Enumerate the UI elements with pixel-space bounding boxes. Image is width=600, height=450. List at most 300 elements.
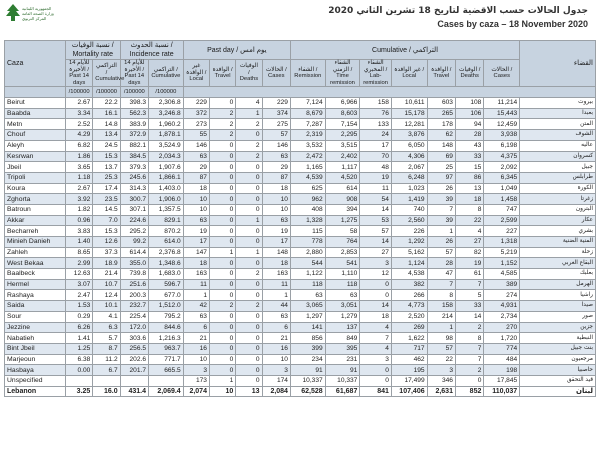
caza-name-arabic: عاليه — [520, 140, 596, 151]
cell-rem: 2,472 — [290, 151, 325, 162]
caza-name-arabic: جبيل — [520, 162, 596, 173]
cell-pl: 55 — [183, 130, 209, 141]
caza-name-arabic: عكار — [520, 215, 596, 226]
cell-mc: 17.4 — [93, 183, 120, 194]
cell-i14: 739.8 — [120, 269, 148, 280]
cell-ic: 1,512.0 — [149, 301, 184, 312]
cell-i14: 355.0 — [120, 258, 148, 269]
cell-m14: 2.47 — [65, 290, 92, 301]
caza-name: Baalbeck — [5, 269, 66, 280]
cell-lr: 0 — [360, 365, 392, 376]
cell-rem: 856 — [290, 333, 325, 344]
caza-name: Nabatieh — [5, 333, 66, 344]
cell-lr: 53 — [360, 215, 392, 226]
cell-ct: 158 — [427, 301, 455, 312]
cell-i14: 307.1 — [120, 204, 148, 215]
cell-mc: 4.1 — [93, 311, 120, 322]
cell-rem: 2,319 — [290, 130, 325, 141]
cell-pc: 10 — [262, 204, 290, 215]
cell-pt: 0 — [209, 98, 235, 109]
cell-m14: 8.65 — [65, 247, 92, 258]
cell-pc: 87 — [262, 172, 290, 183]
cell-cc: 1,049 — [484, 183, 520, 194]
cell-cd: 7 — [455, 354, 483, 365]
cell-lr: 4 — [360, 322, 392, 333]
caza-name-arabic: بعلبك — [520, 269, 596, 280]
cell-i14: 398.3 — [120, 98, 148, 109]
caza-name: Tripoli — [5, 172, 66, 183]
total-i14: 431.4 — [120, 386, 148, 397]
cell-pc: 17 — [262, 237, 290, 248]
cell-pt: 0 — [209, 333, 235, 344]
cell-ic — [149, 375, 184, 386]
cell-pl: 87 — [183, 172, 209, 183]
cell-cd: 14 — [455, 311, 483, 322]
cell-pdth: 0 — [236, 258, 262, 269]
cell-i14: 314.3 — [120, 183, 148, 194]
cum-travel-header: الوافدة / Travel — [427, 60, 455, 87]
cell-mc: 12.6 — [93, 237, 120, 248]
cell-cl: 226 — [391, 226, 427, 237]
table-row — [5, 151, 596, 162]
cell-m14: 0.29 — [65, 311, 92, 322]
cell-ic: 1,960.2 — [149, 119, 184, 130]
cell-ic: 677.0 — [149, 290, 184, 301]
cell-rem: 115 — [290, 226, 325, 237]
cell-i14: 224.6 — [120, 215, 148, 226]
caza-name-arabic: بعبدا — [520, 108, 596, 119]
caza-name: Zghorta — [5, 194, 66, 205]
cell-pt: 2 — [209, 119, 235, 130]
cell-cc: 774 — [484, 343, 520, 354]
cell-pt: 2 — [209, 130, 235, 141]
cell-i14: 245.6 — [120, 172, 148, 183]
cell-cc: 3,938 — [484, 130, 520, 141]
caza-name-arabic: زحلة — [520, 247, 596, 258]
cell-pl: 63 — [183, 151, 209, 162]
caza-name-arabic: كسروان — [520, 151, 596, 162]
cell-cc: 4,375 — [484, 151, 520, 162]
cell-pt: 0 — [209, 226, 235, 237]
table-row — [5, 279, 596, 290]
cell-cd: 86 — [455, 172, 483, 183]
cell-pt: 0 — [209, 151, 235, 162]
cell-ic: 771.7 — [149, 354, 184, 365]
cell-mc: 5.7 — [93, 333, 120, 344]
cell-cc: 274 — [484, 290, 520, 301]
cell-pl: 29 — [183, 162, 209, 173]
caza-name-arabic: طرابلس — [520, 172, 596, 183]
cell-ct: 57 — [427, 343, 455, 354]
cell-cl: 195 — [391, 365, 427, 376]
caza-name-arabic: زغرتا — [520, 194, 596, 205]
cell-lr: 0 — [360, 290, 392, 301]
caza-name: Metn — [5, 119, 66, 130]
cell-pc: 6 — [262, 322, 290, 333]
past-day-header: Past day / يوم امس — [183, 41, 290, 60]
cell-lr: 19 — [360, 172, 392, 183]
cell-i14: 562.3 — [120, 108, 148, 119]
cell-m14: 1.40 — [65, 237, 92, 248]
cell-cc: 227 — [484, 226, 520, 237]
table-body — [5, 98, 596, 397]
cell-lr: 3 — [360, 354, 392, 365]
cell-lr: 70 — [360, 151, 392, 162]
cell-pl: 19 — [183, 226, 209, 237]
table-row — [5, 172, 596, 183]
cell-pc: 44 — [262, 301, 290, 312]
cell-pc: 229 — [262, 98, 290, 109]
cell-pdth: 2 — [236, 119, 262, 130]
cell-pc: 10 — [262, 194, 290, 205]
cell-ct: 57 — [427, 247, 455, 258]
cell-pl: 6 — [183, 322, 209, 333]
cell-m14: 3.65 — [65, 162, 92, 173]
cell-cl: 12,281 — [391, 119, 427, 130]
cell-cl: 4,306 — [391, 151, 427, 162]
cell-cc: 4,931 — [484, 301, 520, 312]
cell-ct: 178 — [427, 119, 455, 130]
cell-rem: 3,065 — [290, 301, 325, 312]
table-row — [5, 333, 596, 344]
cell-tr: 118 — [325, 279, 360, 290]
cum-remission-header: الشفاء / Remission — [290, 60, 325, 87]
total-ct: 2,631 — [427, 386, 455, 397]
caza-name: Aleyh — [5, 140, 66, 151]
table-row — [5, 204, 596, 215]
cell-lr: 14 — [360, 237, 392, 248]
cell-pdth: 1 — [236, 215, 262, 226]
cell-pc: 11 — [262, 279, 290, 290]
table-row — [5, 354, 596, 365]
table-row — [5, 108, 596, 119]
cell-pt: 0 — [209, 258, 235, 269]
cell-ic: 795.2 — [149, 311, 184, 322]
cell-cl: 17,499 — [391, 375, 427, 386]
caza-name: Bint Jbeil — [5, 343, 66, 354]
total-row — [5, 386, 596, 397]
per-100k: /100000 — [93, 87, 120, 98]
cell-pl: 17 — [183, 237, 209, 248]
cell-ic: 1,866.1 — [149, 172, 184, 183]
cell-cd: 5 — [455, 290, 483, 301]
caza-name-arabic: صور — [520, 311, 596, 322]
cell-pt: 0 — [209, 322, 235, 333]
cell-pt: 0 — [209, 290, 235, 301]
cell-pc: 18 — [262, 258, 290, 269]
cell-pdth: 0 — [236, 162, 262, 173]
cell-ct: 47 — [427, 269, 455, 280]
cell-pl: 63 — [183, 311, 209, 322]
cell-lr: 17 — [360, 140, 392, 151]
cell-pdth: 0 — [236, 194, 262, 205]
cell-mc: 15.3 — [93, 151, 120, 162]
cum-deaths-header: الوفيات / Deaths — [455, 60, 483, 87]
cell-cd: 108 — [455, 98, 483, 109]
cell-i14: 99.2 — [120, 237, 148, 248]
cell-cc: 2,599 — [484, 215, 520, 226]
cell-tr: 614 — [325, 183, 360, 194]
cell-tr: 908 — [325, 194, 360, 205]
cell-i14: 882.1 — [120, 140, 148, 151]
cell-lr: 133 — [360, 119, 392, 130]
cell-tr: 137 — [325, 322, 360, 333]
cell-m14: 6.26 — [65, 322, 92, 333]
cell-pc: 374 — [262, 108, 290, 119]
caza-header: Caza — [5, 41, 66, 87]
cell-lr: 14 — [360, 301, 392, 312]
pastday-deaths-header: الوفيات / Deaths — [236, 60, 262, 87]
cell-cl: 1,023 — [391, 183, 427, 194]
cell-i14: 172.0 — [120, 322, 148, 333]
cell-pdth: 2 — [236, 301, 262, 312]
cell-ct: 603 — [427, 98, 455, 109]
cell-pl: 173 — [183, 375, 209, 386]
cell-m14 — [65, 375, 92, 386]
caza-name: Marjeoun — [5, 354, 66, 365]
cell-ic: 665.5 — [149, 365, 184, 376]
cum-local-header: غير الوافدة / Local — [391, 60, 427, 87]
cell-tr: 63 — [325, 290, 360, 301]
mortality-header: نسبة الوفيات / Mortality rate — [65, 41, 120, 60]
pastday-travel-header: الوافدة / Travel — [209, 60, 235, 87]
cell-pdth: 0 — [236, 365, 262, 376]
cell-lr: 11 — [360, 183, 392, 194]
cell-pdth: 0 — [236, 333, 262, 344]
cell-pt: 2 — [209, 108, 235, 119]
table-row — [5, 343, 596, 354]
cell-rem: 408 — [290, 204, 325, 215]
cell-lr: 0 — [360, 375, 392, 386]
cell-i14 — [120, 375, 148, 386]
total-cc: 110,037 — [484, 386, 520, 397]
cell-tr: 395 — [325, 343, 360, 354]
cell-mc: 11.2 — [93, 354, 120, 365]
cell-pt: 0 — [209, 140, 235, 151]
report-title-english: Cases by caza – 18 November 2020 — [437, 19, 588, 29]
cell-tr: 8,603 — [325, 108, 360, 119]
cell-tr: 2,295 — [325, 130, 360, 141]
cell-ic: 1,878.1 — [149, 130, 184, 141]
caza-name: Becharreh — [5, 226, 66, 237]
caza-name: Hermel — [5, 279, 66, 290]
cell-rem: 399 — [290, 343, 325, 354]
cell-pc: 146 — [262, 140, 290, 151]
caza-name: West Bekaa — [5, 258, 66, 269]
table-row — [5, 130, 596, 141]
cell-m14: 1.82 — [65, 204, 92, 215]
cell-i14: 383.9 — [120, 119, 148, 130]
cell-pc: 21 — [262, 333, 290, 344]
cell-tr: 849 — [325, 333, 360, 344]
cell-i14: 295.2 — [120, 226, 148, 237]
cell-ct: 39 — [427, 215, 455, 226]
cell-pl: 16 — [183, 343, 209, 354]
cell-pdth: 4 — [236, 98, 262, 109]
cell-cc: 389 — [484, 279, 520, 290]
per-blank — [5, 87, 66, 98]
table-row — [5, 162, 596, 173]
cell-lr: 7 — [360, 333, 392, 344]
cell-pc: 63 — [262, 311, 290, 322]
cell-pdth: 0 — [236, 311, 262, 322]
cell-lr: 3 — [360, 258, 392, 269]
cell-pt: 0 — [209, 204, 235, 215]
cell-cc: 6,198 — [484, 140, 520, 151]
cell-pt: 0 — [209, 343, 235, 354]
cell-cc: 1,720 — [484, 333, 520, 344]
cell-rem: 63 — [290, 290, 325, 301]
cell-tr: 3,051 — [325, 301, 360, 312]
cell-cl: 462 — [391, 354, 427, 365]
cell-rem: 1,165 — [290, 162, 325, 173]
cell-i14: 384.5 — [120, 151, 148, 162]
cell-ct: 28 — [427, 258, 455, 269]
cell-m14: 3.83 — [65, 226, 92, 237]
caza-name: Saida — [5, 301, 66, 312]
cell-lr: 24 — [360, 130, 392, 141]
caza-name-arabic: الهرمل — [520, 279, 596, 290]
cell-mc: 18.9 — [93, 258, 120, 269]
cell-pt: 0 — [209, 215, 235, 226]
cell-cd: 2 — [455, 322, 483, 333]
cell-tr: 231 — [325, 354, 360, 365]
cell-pc: 16 — [262, 343, 290, 354]
cell-pl: 372 — [183, 108, 209, 119]
cell-i14: 202.6 — [120, 354, 148, 365]
cell-m14: 1.25 — [65, 343, 92, 354]
cell-i14: 200.3 — [120, 290, 148, 301]
cell-rem: 1,122 — [290, 269, 325, 280]
cell-lr: 54 — [360, 194, 392, 205]
cell-i14: 225.4 — [120, 311, 148, 322]
table-row — [5, 215, 596, 226]
cell-ic: 3,524.9 — [149, 140, 184, 151]
report-header — [0, 0, 600, 40]
cell-cl: 2,560 — [391, 215, 427, 226]
cell-ct: 3 — [427, 365, 455, 376]
cell-pl: 1 — [183, 290, 209, 301]
total-label: Lebanon — [5, 386, 66, 397]
cell-lr: 14 — [360, 204, 392, 215]
total-mc: 16.0 — [93, 386, 120, 397]
cell-lr: 158 — [360, 98, 392, 109]
cell-ct: 1 — [427, 226, 455, 237]
cell-tr: 541 — [325, 258, 360, 269]
cell-cl: 266 — [391, 290, 427, 301]
caza-name-arabic: بيروت — [520, 98, 596, 109]
cell-mc: 25.3 — [93, 172, 120, 183]
table-row — [5, 140, 596, 151]
caza-name: Jbeil — [5, 162, 66, 173]
cell-mc: 10.1 — [93, 301, 120, 312]
total-pdth: 13 — [236, 386, 262, 397]
cum-time-remission-header: الشفاء الزمني / Time remission — [325, 60, 360, 87]
cell-cc: 1,458 — [484, 194, 520, 205]
cell-ic: 3,246.8 — [149, 108, 184, 119]
cell-cl: 4,538 — [391, 269, 427, 280]
cell-rem: 625 — [290, 183, 325, 194]
cell-i14: 303.6 — [120, 333, 148, 344]
cell-mc: 16.1 — [93, 108, 120, 119]
cell-ic: 1,907.6 — [149, 162, 184, 173]
cell-ct: 7 — [427, 204, 455, 215]
cell-cd: 28 — [455, 130, 483, 141]
total-label-arabic: لبنان — [520, 386, 596, 397]
cell-cd: 18 — [455, 194, 483, 205]
cell-m14: 4.29 — [65, 130, 92, 141]
cell-ic: 1,906.0 — [149, 194, 184, 205]
cell-tr: 91 — [325, 365, 360, 376]
cell-cc: 1,318 — [484, 237, 520, 248]
table-row — [5, 322, 596, 333]
total-ic: 2,069.4 — [149, 386, 184, 397]
cell-ic: 596.7 — [149, 279, 184, 290]
cell-pt: 0 — [209, 279, 235, 290]
cell-cc: 270 — [484, 322, 520, 333]
cell-rem: 778 — [290, 237, 325, 248]
cell-rem: 7,287 — [290, 119, 325, 130]
per-100k: /100000 — [65, 87, 92, 98]
table-row — [5, 98, 596, 109]
cell-mc: 13.4 — [93, 130, 120, 141]
cell-mc: 14.8 — [93, 119, 120, 130]
pastday-cases-header: الحالات / Cases — [262, 60, 290, 87]
cell-cd: 33 — [455, 151, 483, 162]
total-rem: 62,528 — [290, 386, 325, 397]
table-row — [5, 183, 596, 194]
cell-mc: 21.4 — [93, 269, 120, 280]
cell-rem: 1,328 — [290, 215, 325, 226]
total-tr: 61,687 — [325, 386, 360, 397]
table-row — [5, 194, 596, 205]
cell-pc: 57 — [262, 130, 290, 141]
cell-pl: 163 — [183, 269, 209, 280]
cell-pl: 273 — [183, 119, 209, 130]
cell-m14: 3.07 — [65, 279, 92, 290]
cell-ic: 2,306.8 — [149, 98, 184, 109]
caza-name: Zahleh — [5, 247, 66, 258]
table-row — [5, 258, 596, 269]
cell-cl: 6,050 — [391, 140, 427, 151]
cell-ic: 870.2 — [149, 226, 184, 237]
cell-pt: 0 — [209, 183, 235, 194]
cell-pdth: 2 — [236, 269, 262, 280]
cell-ic: 844.6 — [149, 322, 184, 333]
cell-mc: 22.2 — [93, 98, 120, 109]
cell-i14: 379.3 — [120, 162, 148, 173]
cell-mc: 8.7 — [93, 343, 120, 354]
cell-ct: 69 — [427, 151, 455, 162]
cell-cd: 7 — [455, 343, 483, 354]
cell-ic: 829.1 — [149, 215, 184, 226]
cell-tr: 4,520 — [325, 172, 360, 183]
cell-ct: 1 — [427, 322, 455, 333]
cell-m14: 1.86 — [65, 151, 92, 162]
cell-tr: 6,966 — [325, 98, 360, 109]
cell-ct: 97 — [427, 172, 455, 183]
cell-pt: 0 — [209, 194, 235, 205]
cell-pc: 275 — [262, 119, 290, 130]
cell-pc: 163 — [262, 269, 290, 280]
caza-name-arabic: الشوف — [520, 130, 596, 141]
cell-cl: 1,292 — [391, 237, 427, 248]
cell-cc: 4,585 — [484, 269, 520, 280]
cell-cc: 6,345 — [484, 172, 520, 183]
cell-rem: 118 — [290, 279, 325, 290]
cell-cc: 5,219 — [484, 247, 520, 258]
cell-pl: 10 — [183, 204, 209, 215]
